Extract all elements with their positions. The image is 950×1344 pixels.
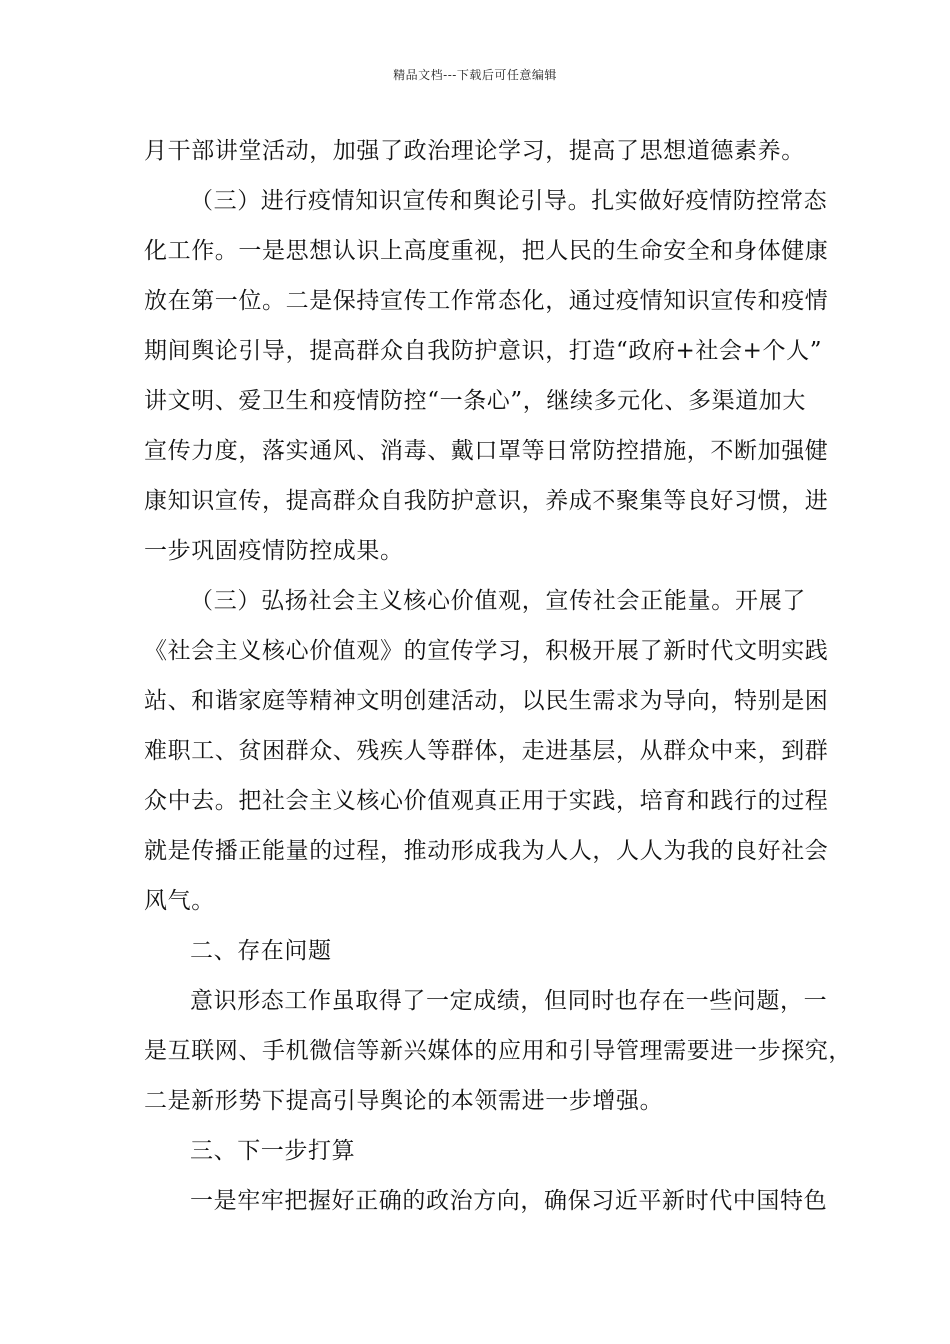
text-line: 宣传力度，落实通风、消毒、戴口罩等日常防控措施，不断加强健 bbox=[144, 438, 829, 464]
text-line: 放在第一位。二是保持宣传工作常态化，通过疫情知识宣传和疫情 bbox=[144, 288, 829, 314]
text-line: 化工作。一是思想认识上高度重视，把人民的生命安全和身体健康 bbox=[144, 238, 829, 264]
text-line: （三）弘扬社会主义核心价值观，宣传社会正能量。开展了 bbox=[190, 588, 806, 614]
text-line: 站、和谐家庭等精神文明创建活动，以民生需求为导向，特别是困 bbox=[144, 688, 829, 714]
text-line: 就是传播正能量的过程，推动形成我为人人，人人为我的良好社会 bbox=[144, 838, 829, 864]
text-line: 难职工、贫困群众、残疾人等群体，走进基层，从群众中来，到群 bbox=[144, 738, 829, 764]
text-line: 一步巩固疫情防控成果。 bbox=[144, 538, 404, 564]
text-line: 二是新形势下提高引导舆论的本领需进一步增强。 bbox=[144, 1088, 664, 1114]
text-line: 是互联网、手机微信等新兴媒体的应用和引导管理需要进一步探究， bbox=[144, 1038, 852, 1064]
document-body bbox=[144, 126, 852, 1226]
text-line: 月干部讲堂活动，加强了政治理论学习，提高了思想道德素养。 bbox=[144, 138, 805, 164]
text-line: 意识形态工作虽取得了一定成绩，但同时也存在一些问题，一 bbox=[190, 988, 828, 1014]
text-line: 期间舆论引导，提高群众自我防护意识，打造“政府+社会+个人” bbox=[144, 338, 823, 364]
text-line: 《社会主义核心价值观》的宣传学习，积极开展了新时代文明实践 bbox=[144, 638, 829, 664]
text-line: 康知识宣传，提高群众自我防护意识，养成不聚集等良好习惯，进 bbox=[144, 488, 829, 514]
section-heading: 三、下一步打算 bbox=[190, 1138, 356, 1164]
text-line: 风气。 bbox=[144, 888, 215, 914]
section-heading: 二、存在问题 bbox=[190, 938, 332, 964]
page-header: 精品文档---下载后可任意编辑 bbox=[393, 68, 557, 82]
text-line: 众中去。把社会主义核心价值观真正用于实践，培育和践行的过程 bbox=[144, 788, 829, 814]
text-line: （三）进行疫情知识宣传和舆论引导。扎实做好疫情防控常态 bbox=[190, 188, 828, 214]
text-line: 讲文明、爱卫生和疫情防控“一条心”，继续多元化、多渠道加大 bbox=[144, 388, 806, 414]
text-line: 一是牢牢把握好正确的政治方向，确保习近平新时代中国特色 bbox=[190, 1188, 828, 1214]
